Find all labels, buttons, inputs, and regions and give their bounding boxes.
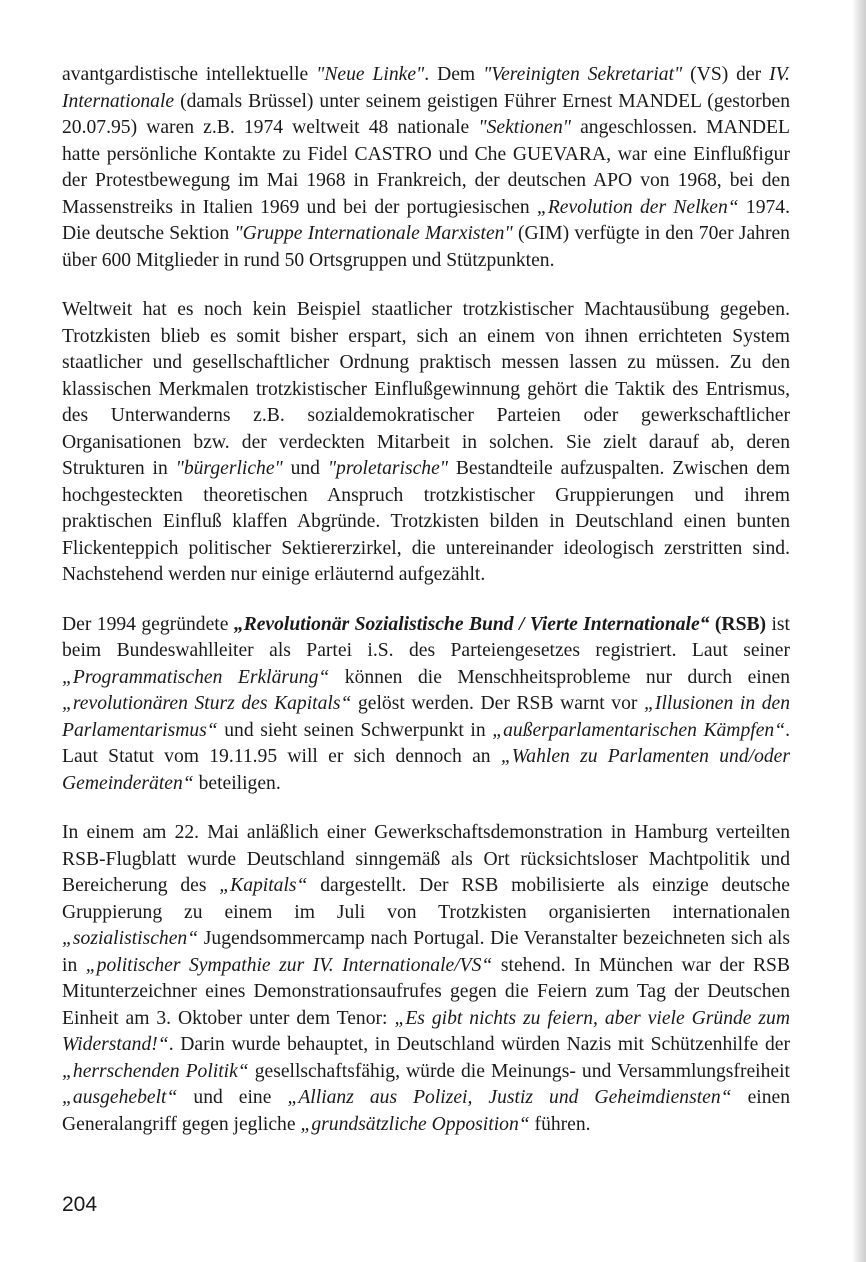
paragraph — [62, 62, 790, 274]
emphasized-text: "Gruppe Internationale Marxisten" — [234, 223, 513, 244]
text-run: ist beim Bundeswahlleiter als Partei i.S. des Parteiengesetzes registriert. Laut seiner — [62, 613, 790, 661]
page-edge-shadow — [852, 0, 866, 1262]
text-run: . Laut Statut vom 19.11.95 will er sich dennoch an — [62, 719, 790, 767]
page-number: 204 — [62, 1193, 98, 1216]
text-run: angeschlossen. MANDEL hatte persönliche Kontakte zu Fidel CASTRO und Che GUEVARA, war eine Einflußfigur der Protestbewegung im Mai 1968 in Frankreich, der deutschen APO von 1968, bei den Massenstreiks in Italien 1969 und bei der portugiesischen — [62, 117, 790, 218]
emphasized-text: „Kapitals“ — [219, 875, 308, 896]
paragraph — [62, 820, 790, 1138]
text-run: beteiligen. — [193, 772, 281, 794]
text-run: können die Menschheitsprobleme nur durch einen — [329, 666, 790, 688]
body-text — [62, 62, 790, 1138]
emphasized-text: „Revolutionär Sozialistische Bund / Vierte Internationale“ — [233, 613, 710, 635]
text-run: einen Generalangriff gegen jegliche — [62, 1087, 790, 1135]
emphasized-text: „Es gibt nichts zu feiern, aber viele Gründe zum Widerstand!“ — [62, 1007, 790, 1055]
emphasized-text: „Allianz aus Polizei, Justiz und Geheimdiensten“ — [287, 1087, 732, 1108]
emphasized-text: "Sektionen" — [478, 117, 571, 138]
text-run: Weltweit hat es noch kein Beispiel staatlicher trotzkistischer Machtausübung gegeben. Trotzkisten blieb es somit bisher erspart, sich an einem von ihnen errichteten System staatlicher und gesellschaftlicher Ordnung praktisch messen lassen zu müssen. Zu den klassischen Merkmalen trotzkistischer Einflußgewinnung gehört die Taktik des Entrismus, des Unterwanderns z.B. sozialdemokratischer Parteien oder gewerkschaftlicher Organisationen bzw. der verdeckten Mitarbeit in solchen. Sie zielt darauf ab, deren Strukturen in — [62, 299, 790, 479]
emphasized-text: „Illusionen in den Parlamentarismus“ — [62, 693, 791, 741]
emphasized-text: "Vereinigten Sekretariat" — [483, 64, 683, 85]
emphasized-text: „außerparlamentarischen Kämpfen“ — [492, 719, 786, 741]
text-run: stehend. In München war der RSB Mitunterzeichner eines Demonstrationsaufrufes gegen die Feiern zum Tag der Deutschen Einheit am 3. Oktober unter dem Tenor: — [62, 954, 791, 1029]
text-run: führen. — [529, 1113, 591, 1135]
emphasized-text: „herrschenden Politik“ — [62, 1060, 249, 1082]
emphasized-text: „revolutionären Sturz des Kapitals“ — [62, 693, 352, 714]
text-run: Bestandteile aufzuspalten. Zwischen dem hochgesteckten theoretischen Anspruch trotzkistischer Gruppierungen und ihrem praktischen Einfluß klaffen Abgründe. Trotzkisten bilden in Deutschland einen bunten Flickenteppich politischer Sektiererzirkel, die untereinander ideologisch zerstritten sind. Nachstehend werden nur einige erläuternd aufgezählt. — [62, 458, 790, 585]
emphasized-text: „Revolution der Nelken“ — [536, 196, 739, 218]
text-run: Jugendsommercamp nach Portugal. Die Veranstalter bezeichneten sich als in — [62, 928, 790, 976]
emphasized-text: "proletarische" — [327, 458, 449, 479]
emphasized-text: „grundsätzliche Opposition“ — [300, 1113, 530, 1135]
emphasized-text: IV. Internationale — [62, 64, 790, 112]
text-run: gelöst werden. Der RSB warnt vor — [351, 693, 645, 714]
text-run: Der 1994 gegründete — [62, 613, 234, 635]
emphasized-text: (RSB) — [714, 613, 767, 635]
emphasized-text: „sozialistischen“ — [62, 928, 199, 949]
emphasized-text: „Programmatischen Erklärung“ — [62, 666, 330, 688]
text-run: . Darin wurde behauptet, in Deutschland würden Nazis mit Schützenhilfe der — [168, 1034, 790, 1055]
emphasized-text: "bürgerliche" — [175, 458, 283, 479]
text-run: und sieht seinen Schwerpunkt in — [217, 719, 493, 741]
paragraph — [62, 297, 790, 589]
text-run: (VS) der — [682, 64, 770, 85]
text-run: 1974. Die deutsche Sektion — [62, 196, 790, 244]
text-run: . Dem — [424, 64, 484, 85]
text-run: und — [282, 458, 328, 479]
text-run: In einem am 22. Mai anläßlich einer Gewerkschaftsdemonstration in Hamburg verteilten RSB-Flugblatt wurde Deutschland sinngemäß als Ort rücksichtsloser Machtpolitik und Bereicherung des — [62, 822, 790, 896]
emphasized-text: „ausgehebelt“ — [62, 1087, 178, 1108]
text-run: dargestellt. Der RSB mobilisierte als einzige deutsche Gruppierung zu einem im Juli von Trotzkisten organisierten internationalen — [62, 875, 790, 923]
text-run: gesellschaftsfähig, würde die Meinungs- und Versammlungsfreiheit — [248, 1060, 790, 1082]
text-run: avantgardistische intellektuelle — [62, 64, 317, 85]
paragraph — [62, 612, 790, 798]
emphasized-text: "Neue Linke" — [316, 64, 425, 85]
emphasized-text: „Wahlen zu Parlamenten und/oder Gemeinderäten“ — [62, 746, 790, 794]
text-run: und eine — [177, 1087, 288, 1108]
emphasized-text: „politischer Sympathie zur IV. Internationale/VS“ — [85, 954, 493, 976]
text-run: (GIM) verfügte in den 70er Jahren über 600 Mitglieder in rund 50 Ortsgruppen und Stützpunkten. — [62, 223, 790, 271]
text-run: (damals Brüssel) unter seinem geistigen Führer Ernest MANDEL (gestorben 20.07.95) waren z.B. 1974 weltweit 48 nationale — [62, 90, 790, 138]
